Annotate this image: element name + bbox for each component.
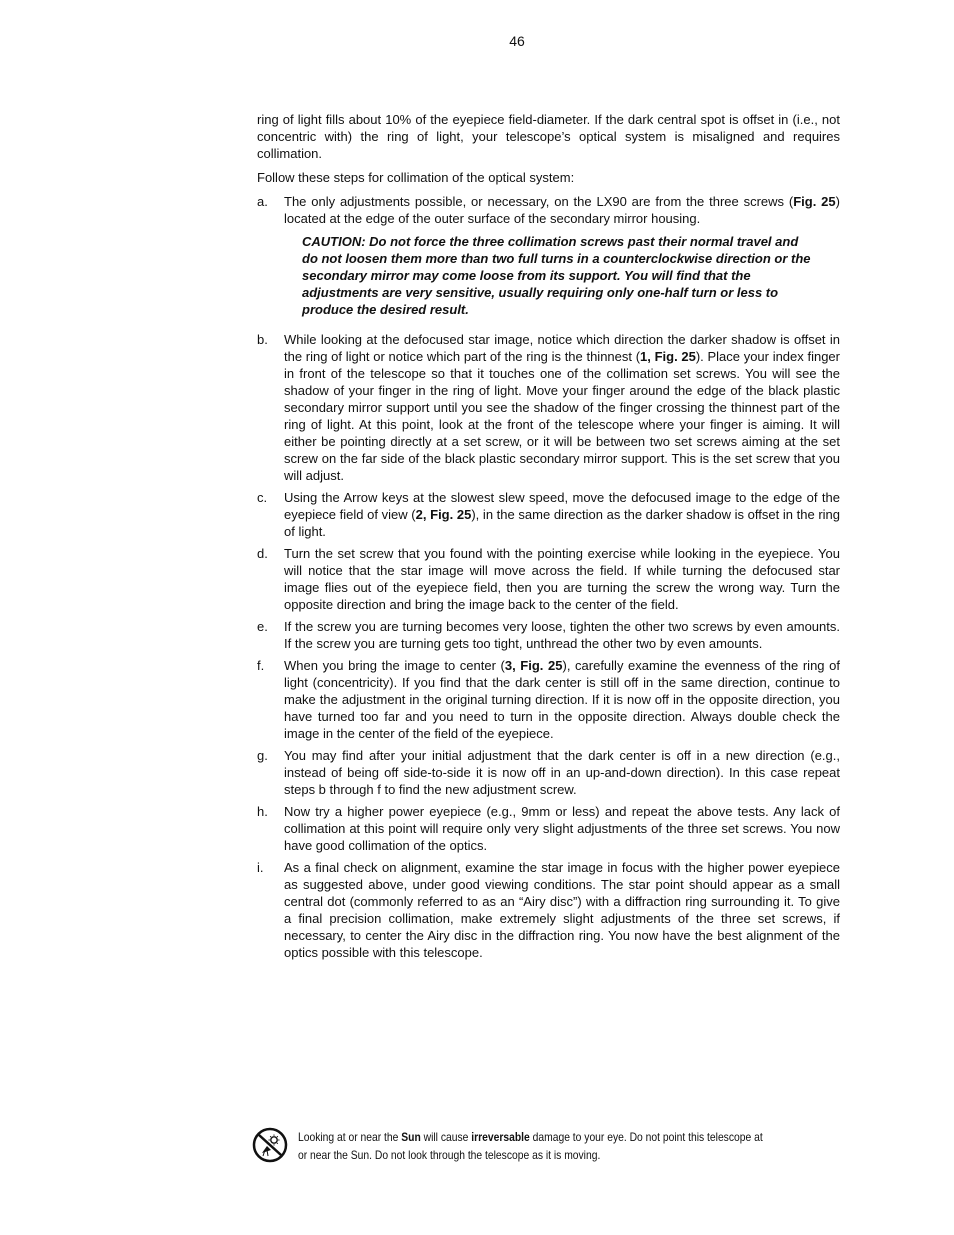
- figure-reference: 3, Fig. 25: [504, 658, 563, 673]
- no-sun-viewing-icon: [252, 1127, 288, 1163]
- warning-text-part: Looking at or near the: [298, 1130, 402, 1144]
- figure-reference: 1, Fig. 25: [640, 349, 696, 364]
- page-number: 46: [509, 33, 525, 49]
- step-text: When you bring the image to center (: [284, 658, 505, 673]
- step-text: If the screw you are turning becomes very loose, tighten the other two screws by even amounts. If the screw you are turning gets too tight, unthread the other two by even amounts.: [284, 619, 840, 651]
- step-i: [257, 859, 840, 961]
- step-text: ), in the same direction as the darker shadow is offset in the ring of light.: [284, 507, 841, 539]
- step-marker: h.: [257, 804, 268, 819]
- step-text: While looking at the defocused star image, notice which direction the darker shadow is offset in the ring of light or notice which part of the ring is the thinnest (: [284, 332, 840, 364]
- figure-reference: 2, Fig. 25: [415, 507, 472, 522]
- warning-emphasis: irreversable: [471, 1130, 530, 1144]
- warning-text: [298, 1128, 766, 1164]
- warning-emphasis: Sun: [401, 1130, 421, 1144]
- step-f: [257, 657, 840, 742]
- step-text: The only adjustments possible, or necessary, on the LX90 are from the three screws (: [284, 194, 794, 209]
- step-text: ). Place your index finger in front of the telescope so that it touches one of the collimation set screws. You will see the shadow of your finger in the ring of light. Move your finger around the edge of the black plastic secondary mirror support until you see the shadow of the finger crossing the thinnest part of the ring of light. At this point, look at the front of the telescope where your finger is aiming. It will either be pointing directly at a set screw, or it will be between two set screws aiming at the set screw on the far side of the black plastic secondary mirror support. This is the set screw that you will adjust.: [284, 349, 840, 483]
- step-marker: e.: [257, 619, 268, 634]
- step-marker: c.: [257, 490, 268, 505]
- step-text: Now try a higher power eyepiece (e.g., 9mm or less) and repeat the above tests. Any lack of collimation at this point will require only very slight adjustments of the three set screws. You now have good collimation of the optics.: [284, 804, 840, 853]
- step-d: [257, 545, 840, 613]
- step-marker: a.: [257, 194, 268, 209]
- caution-note: CAUTION: Do not force the three collimation screws past their normal travel and do not loosen them more than two full turns in a counterclockwise direction or the secondary mirror may come loose from its support. You will find that the adjustments are very sensitive, usually requiring only one-half turn or less to produce the desired result.: [302, 234, 811, 317]
- step-marker: b.: [257, 332, 268, 347]
- step-g: [257, 747, 840, 798]
- step-marker: i.: [257, 860, 264, 875]
- warning-text-part: will cause: [420, 1130, 472, 1144]
- step-text: As a final check on alignment, examine the star image in focus with the higher power eyepiece as suggested above, under good viewing conditions. The star point should appear as a small central dot (commonly referred to as an “Airy disc”) with a diffraction ring surrounding it. To give a final precision collimation, make extremely slight adjustments of the three set screws, if necessary, to center the Airy disc in the diffraction ring. You now have the best alignment of the optics possible with this telescope.: [284, 860, 840, 960]
- warning-text-part: damage to your eye. Do not point this telescope at or near the Sun. Do not look through the telescope as it is moving.: [298, 1130, 763, 1162]
- step-h: [257, 803, 840, 854]
- figure-reference: Fig. 25: [793, 194, 836, 209]
- step-e: [257, 618, 840, 652]
- step-text: You may find after your initial adjustment that the dark center is off in a new direction (e.g., instead of being off side-to-side it is now off in an up-and-down direction). In this case repeat steps b through f to find the new adjustment screw.: [284, 748, 840, 797]
- step-a: [257, 193, 840, 326]
- step-text: ), carefully examine the evenness of the ring of light (concentricity). If you find that the dark center is still off in the same direction, continue to make the adjustment in the original turning direction. If it is now off in the opposite direction, you have turned too far and you need to turn in the opposite direction. Always double check the image in the center of the field of the eyepiece.: [284, 658, 840, 741]
- step-text: Using the Arrow keys at the slowest slew speed, move the defocused image to the edge of the eyepiece field of view (: [284, 490, 840, 522]
- sun-warning: [252, 1127, 842, 1164]
- step-marker: d.: [257, 546, 268, 561]
- step-marker: g.: [257, 748, 268, 763]
- page-body: [257, 111, 840, 966]
- step-b: [257, 331, 840, 484]
- collimation-steps-list: [257, 193, 840, 961]
- step-c: [257, 489, 840, 540]
- step-text: Turn the set screw that you found with the pointing exercise while looking in the eyepiece. You will notice that the star image will move across the field. If while turning the defocused star image flies out of the eyepiece field, then you are turning the screw the wrong way. Turn the opposite direction and bring the image back to the center of the field.: [284, 546, 840, 612]
- intro-paragraph: ring of light fills about 10% of the eyepiece field-diameter. If the dark central spot is offset in (i.e., not concentric with) the ring of light, your telescope’s optical system is misaligned and requires collimation.: [257, 112, 840, 161]
- steps-lead-in: Follow these steps for collimation of the optical system:: [257, 170, 575, 185]
- step-marker: f.: [257, 658, 265, 673]
- step-text: ) located at the edge of the outer surface of the secondary mirror housing.: [284, 194, 840, 226]
